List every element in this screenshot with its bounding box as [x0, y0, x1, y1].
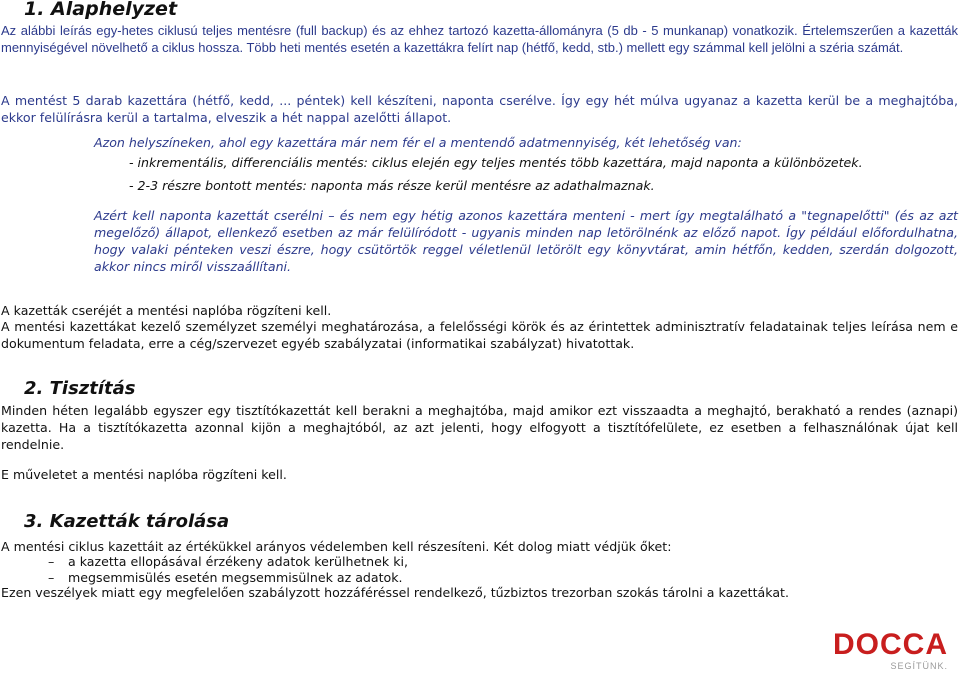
bullet-text: megsemmisülés esetén megsemmisülnek az adatok.: [68, 570, 403, 585]
split-option: - 2-3 részre bontott mentés: naponta más része kerül mentésre az adathalmaznak.: [129, 178, 655, 193]
cleaning-log-paragraph: E műveletet a mentési naplóba rögzíteni kell.: [1, 467, 287, 482]
bullet-text: a kazetta ellopásával érzékeny adatok kerülhetnek ki,: [68, 554, 408, 569]
intro-paragraph: Az alábbi leírás egy-hetes ciklusú teljes mentésre (full backup) és az ehhez tartozó kazetta-állományra (5 db - 5 munkanap) vonatkozik. Értelemszerűen a kazetták mennyiségével növelhető a ciklus hossza. Több heti mentés esetén a kazettákra felírt nap (hétfő, kedd, stb.) mellett egy számmal kell jelölni a széria számát.: [1, 23, 958, 55]
capacity-paragraph: Azon helyszíneken, ahol egy kazettára már nem fér el a mentendő adatmennyiség, két lehetőség van:: [94, 135, 742, 150]
section-3-title: 3. Kazetták tárolása: [24, 511, 230, 532]
log-paragraph: A kazetták cseréjét a mentési naplóba rögzíteni kell.: [1, 303, 332, 318]
list-item: [48, 553, 408, 570]
incremental-option: - inkrementális, differenciális mentés: ciklus elején egy teljes mentés több kazettára, majd naponta a különbözetek.: [129, 155, 863, 170]
five-day-paragraph: A mentést 5 darab kazettára (hétfő, kedd, ... péntek) kell készíteni, naponta cserélve. Így egy hét múlva ugyanaz a kazetta kerül be a meghajtóba, ekkor felülírásra kerül a tartalma, elveszik a hét nappal azelőtti állapot.: [1, 93, 958, 125]
logo-wordmark: DOCCA: [833, 628, 948, 661]
cleaning-paragraph: Minden héten legalább egyszer egy tisztítókazettát kell berakni a meghajtóba, majd amikor ezt visszaadta a meghajtó, berakható a rendes (aznapi) kazetta. Ha a tisztítókazetta azonnal kijön a meghajtóból, az azt jelenti, hogy elfogyott a tisztítófelülete, ez esetben a felhasználónak újat kell rendelnie.: [1, 403, 958, 452]
section-2-title: 2. Tisztítás: [24, 378, 136, 399]
storage-outro: Ezen veszélyek miatt egy megfelelően szabályzott hozzáféréssel rendelkező, tűzbiztos trezorban szokás tárolni a kazettákat.: [1, 585, 789, 600]
section-1-title: 1. Alaphelyzet: [24, 0, 178, 20]
staff-paragraph: A mentési kazettákat kezelő személyzet személyi meghatározása, a felelősségi körök és az érintettek adminisztratív feladatainak teljes leírása nem e dokumentum feladata, erre a cég/szervezet egyéb szabályzatai (informatikai szabályzat) hivatottak.: [1, 319, 958, 351]
why-daily-paragraph: Azért kell naponta kazettát cserélni – és nem egy hétig azonos kazettára menteni - mert így megtalálható a "tegnapelőtti" (és az azt megelőző) állapot, ellenkező esetben az már felülíródott - ugyanis minden nap letörölnénk az előző napot. Így például előfordulhatna, hogy valaki pénteken veszi észre, hogy csütörtök reggel véletlenül letörölt egy könyvtárat, amin hétfőn, kedden, szerdán dolgozott, akkor nincs miről visszaállítani.: [94, 208, 958, 274]
bullet-dash: –: [48, 570, 55, 585]
storage-intro: A mentési ciklus kazettáit az értékükkel arányos védelemben kell részesíteni. Két dolog miatt védjük őket:: [1, 539, 672, 554]
bullet-dash: –: [48, 554, 55, 569]
logo-tagline: SEGÍTÜNK.: [890, 661, 948, 671]
docca-logo: [833, 630, 948, 672]
